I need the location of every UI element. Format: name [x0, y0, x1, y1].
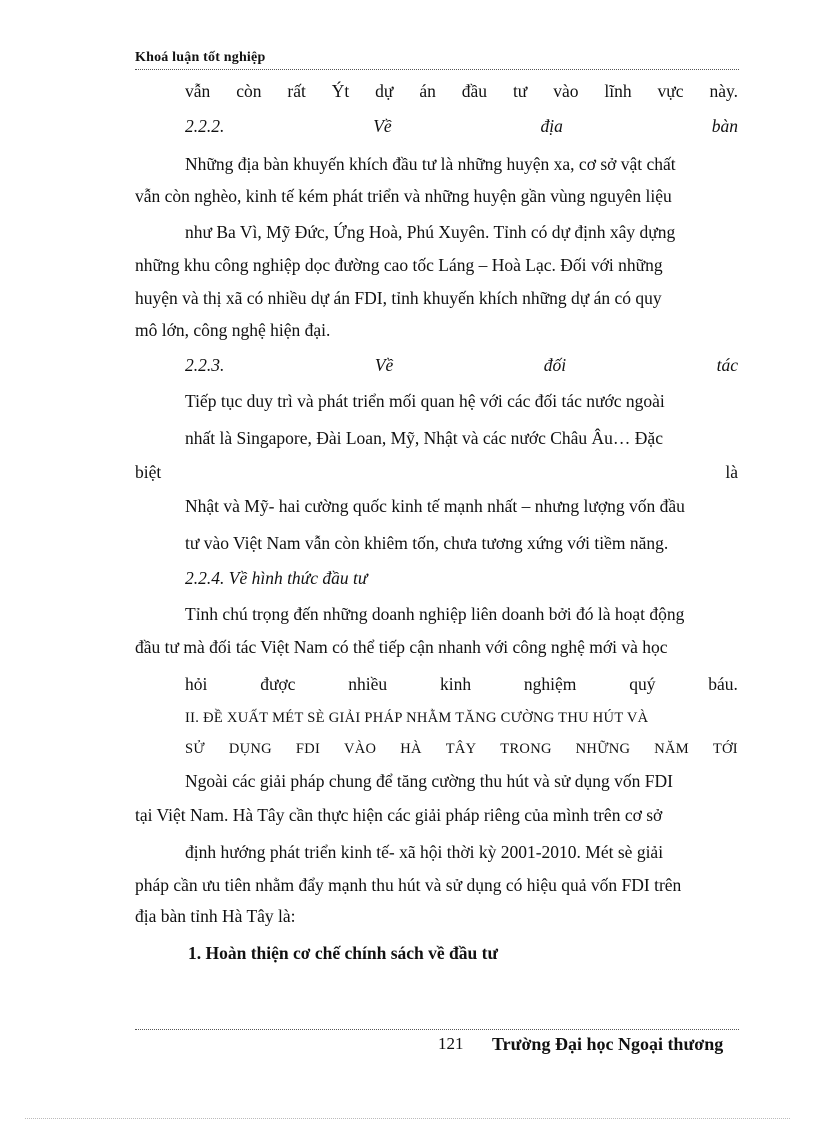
section-heading-2-2-4: 2.2.4. Về hình thức đầu tư — [185, 568, 368, 588]
text-line: Tiếp tục duy trì và phát triển mối quan hệ với các đối tác nước ngoài — [185, 391, 665, 411]
text-line: những khu công nghiệp dọc đường cao tốc Láng – Hoà Lạc. Đối với những — [135, 255, 663, 275]
text-line: vẫn còn rất Ýt dự án đầu tư vào lĩnh vực này. — [185, 81, 738, 101]
subsection-heading-1: 1. Hoàn thiện cơ chế chính sách về đầu tư — [188, 943, 498, 963]
chapter-heading-line-2: SỬ DỤNG FDI VÀO HÀ TÂY TRONG NHỮNG NĂM TỚI — [185, 741, 738, 757]
page-header-title: Khoá luận tốt nghiệp — [135, 50, 266, 65]
text-line: Ngoài các giải pháp chung để tăng cường thu hút và sử dụng vốn FDI — [185, 771, 673, 791]
text-line: tư vào Việt Nam vẫn còn khiêm tốn, chưa tương xứng với tiềm năng. — [185, 533, 669, 553]
text-line: mô lớn, công nghệ hiện đại. — [135, 320, 331, 340]
text-line: biệt là — [135, 462, 738, 482]
text-line: Những địa bàn khuyến khích đầu tư là những huyện xa, cơ sở vật chất — [185, 154, 676, 174]
text-line: Tỉnh chú trọng đến những doanh nghiệp liên doanh bởi đó là hoạt động — [185, 604, 685, 624]
text-line: vẫn còn nghèo, kinh tế kém phát triển và những huyện gần vùng nguyên liệu — [135, 186, 672, 206]
page-bottom-rule — [25, 1118, 790, 1119]
text-line: định hướng phát triển kinh tế- xã hội thời kỳ 2001-2010. Mét sè giải — [185, 842, 664, 862]
header-rule — [135, 69, 739, 70]
text-line: huyện và thị xã có nhiều dự án FDI, tỉnh khuyến khích những dự án có quy — [135, 288, 662, 308]
footer-rule — [135, 1029, 739, 1030]
section-heading-2-2-3: 2.2.3. Về đối tác — [185, 355, 738, 375]
text-line: nhất là Singapore, Đài Loan, Mỹ, Nhật và các nước Châu Âu… Đặc — [185, 428, 663, 448]
text-line: địa bàn tỉnh Hà Tây là: — [135, 906, 296, 926]
text-line: như Ba Vì, Mỹ Đức, Ứng Hoà, Phú Xuyên. Tỉnh có dự định xây dựng — [185, 222, 676, 242]
text-line: hỏi được nhiều kinh nghiệm quý báu. — [185, 674, 738, 694]
text-line: Nhật và Mỹ- hai cường quốc kinh tế mạnh nhất – nhưng lượng vốn đầu — [185, 496, 685, 516]
section-heading-2-2-2: 2.2.2. Về địa bàn — [185, 116, 738, 136]
text-line: tại Việt Nam. Hà Tây cần thực hiện các giải pháp riêng của mình trên cơ sở — [135, 805, 663, 825]
page-number: 121 — [438, 1034, 464, 1053]
footer-school-name: Trường Đại học Ngoại thương — [492, 1034, 724, 1054]
text-line: đầu tư mà đối tác Việt Nam có thể tiếp cận nhanh với công nghệ mới và học — [135, 637, 668, 657]
chapter-heading: II. ĐỀ XUẤT MÉT SÈ GIẢI PHÁP NHẰM TĂNG CƯỜNG THU HÚT VÀ — [185, 710, 649, 726]
text-line: pháp cần ưu tiên nhằm đẩy mạnh thu hút và sử dụng có hiệu quả vốn FDI trên — [135, 875, 682, 895]
